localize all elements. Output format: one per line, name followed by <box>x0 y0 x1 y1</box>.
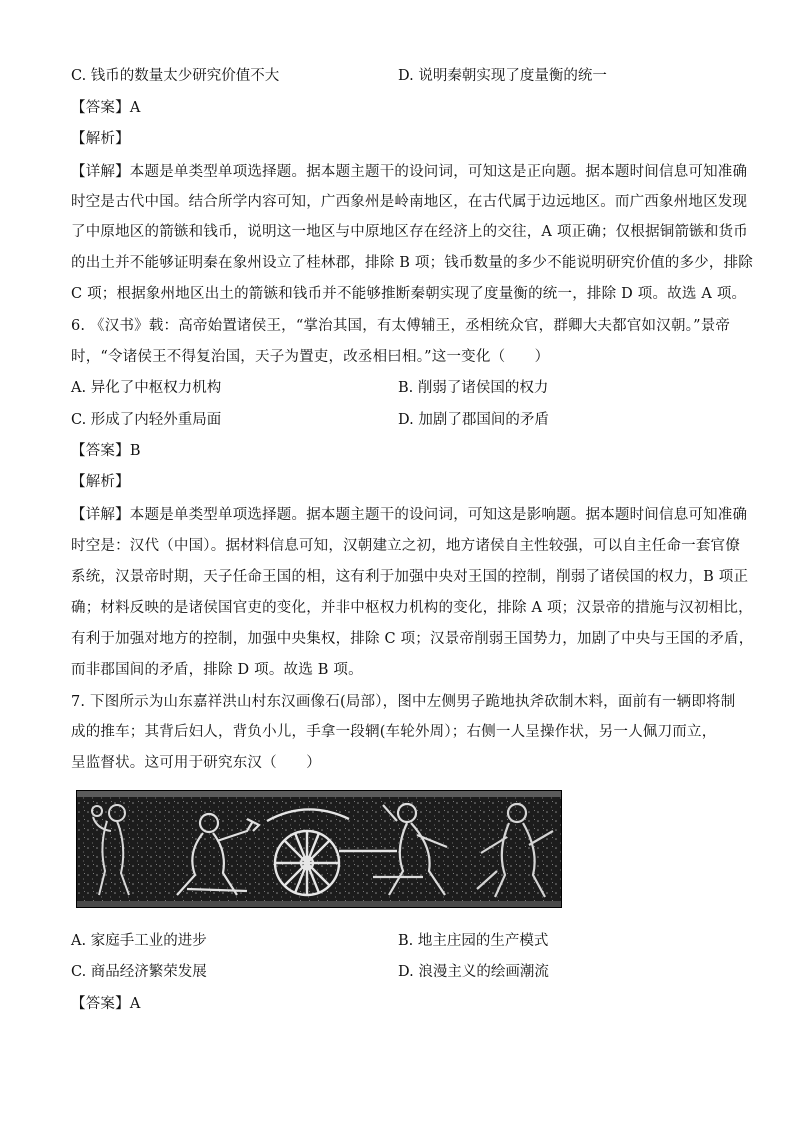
q6-stem-line: 时，“令诸侯王不得复治国，天子为置吏，改丞相曰相。”这一变化（ ） <box>71 349 550 365</box>
answer-value: A <box>129 100 141 116</box>
q6-option-c: C. 形成了内轻外重局面 <box>71 412 222 428</box>
q6-detail-line: 系统，汉景帝时期，天子任命王国的相，这有利于加强中央对王国的控制，削弱了诸侯国的权力，B 项正 <box>71 569 749 585</box>
q6-answer <box>71 441 731 461</box>
answer-label: 【答案】 <box>71 996 130 1012</box>
q7-stem-line: 成的推车；其背后妇人，背负小儿，手拿一段辋(车轮外周）；右侧一人呈操作状，另一人佩刀而立， <box>71 724 717 740</box>
q7-option-d: D. 浪漫主义的绘画潮流 <box>398 964 549 980</box>
q5-detail-line: C 项；根据象州地区出土的箭镞和钱币并不能够推断秦朝实现了度量衡的统一，排除 D 项。故选 A 项。 <box>71 286 747 302</box>
stone-relief-image <box>76 790 562 908</box>
answer-value: A <box>129 996 141 1012</box>
q5-detail-line: 【详解】本题是单类型单项选择题。据本题主题干的设问词，可知这是正向题。据本题时间信息可知准确 <box>71 164 748 180</box>
q6-detail-line: 确；材料反映的是诸侯国官吏的变化，并非中枢权力机构的变化，排除 A 项；汉景帝的措施与汉初相比， <box>71 600 753 616</box>
q6-detail-line: 而非郡国间的矛盾，排除 D 项。故选 B 项。 <box>71 662 363 678</box>
q7-stem-line: 呈监督状。这可用于研究东汉（ ） <box>71 755 321 771</box>
q6-analysis-label: 【解析】 <box>71 474 130 490</box>
q6-option-d: D. 加剧了郡国间的矛盾 <box>398 412 549 428</box>
q7-option-b: B. 地主庄园的生产模式 <box>398 933 549 949</box>
answer-label: 【答案】 <box>71 100 130 116</box>
q6-detail-line: 有利于加强对地方的控制，加强中央集权，排除 C 项；汉景帝削弱王国势力，加剧了中央与王国的矛盾， <box>71 631 754 647</box>
q7-option-c: C. 商品经济繁荣发展 <box>71 964 207 980</box>
q5-detail-line: 的出土并不能够证明秦在象州设立了桂林郡，排除 B 项；钱币数量的多少不能说明研究价值的多少，排除 <box>71 255 753 271</box>
q5-detail-line: 时空是古代中国。结合所学内容可知，广西象州是岭南地区，在古代属于边远地区。而广西象州地区发现 <box>71 194 748 210</box>
answer-value: B <box>129 443 141 459</box>
q6-option-b: B. 削弱了诸侯国的权力 <box>398 380 549 396</box>
q7-answer <box>71 994 731 1014</box>
q5-option-d: D. 说明秦朝实现了度量衡的统一 <box>398 68 607 84</box>
q6-detail-line: 时空是：汉代（中国）。据材料信息可知，汉朝建立之初，地方诸侯自主性较强，可以自主任命一套官僚 <box>71 538 740 554</box>
q5-detail-line: 了中原地区的箭镞和钱币，说明这一地区与中原地区存在经济上的交往，A 项正确；仅根据铜箭镞和货币 <box>71 224 748 240</box>
q5-analysis-label: 【解析】 <box>71 131 130 147</box>
answer-label: 【答案】 <box>71 443 130 459</box>
q5-answer <box>71 98 731 118</box>
q6-detail-line: 【详解】本题是单类型单项选择题。据本题主题干的设问词，可知这是影响题。据本题时间信息可知准确 <box>71 507 748 523</box>
q7-option-a: A. 家庭手工业的进步 <box>71 933 207 949</box>
q5-option-c: C. 钱币的数量太少研究价值不大 <box>71 68 280 84</box>
q6-option-a: A. 异化了中枢权力机构 <box>71 380 222 396</box>
q6-stem-line: 6. 《汉书》载：高帝始置诸侯王，“掌治其国，有太傅辅王，丞相统众官，群卿大夫都官如汉朝。”景帝 <box>71 318 731 334</box>
q7-stem-line: 7. 下图所示为山东嘉祥洪山村东汉画像石(局部），图中左侧男子跪地执斧砍制木料，面前有一辆即将制 <box>71 694 736 710</box>
